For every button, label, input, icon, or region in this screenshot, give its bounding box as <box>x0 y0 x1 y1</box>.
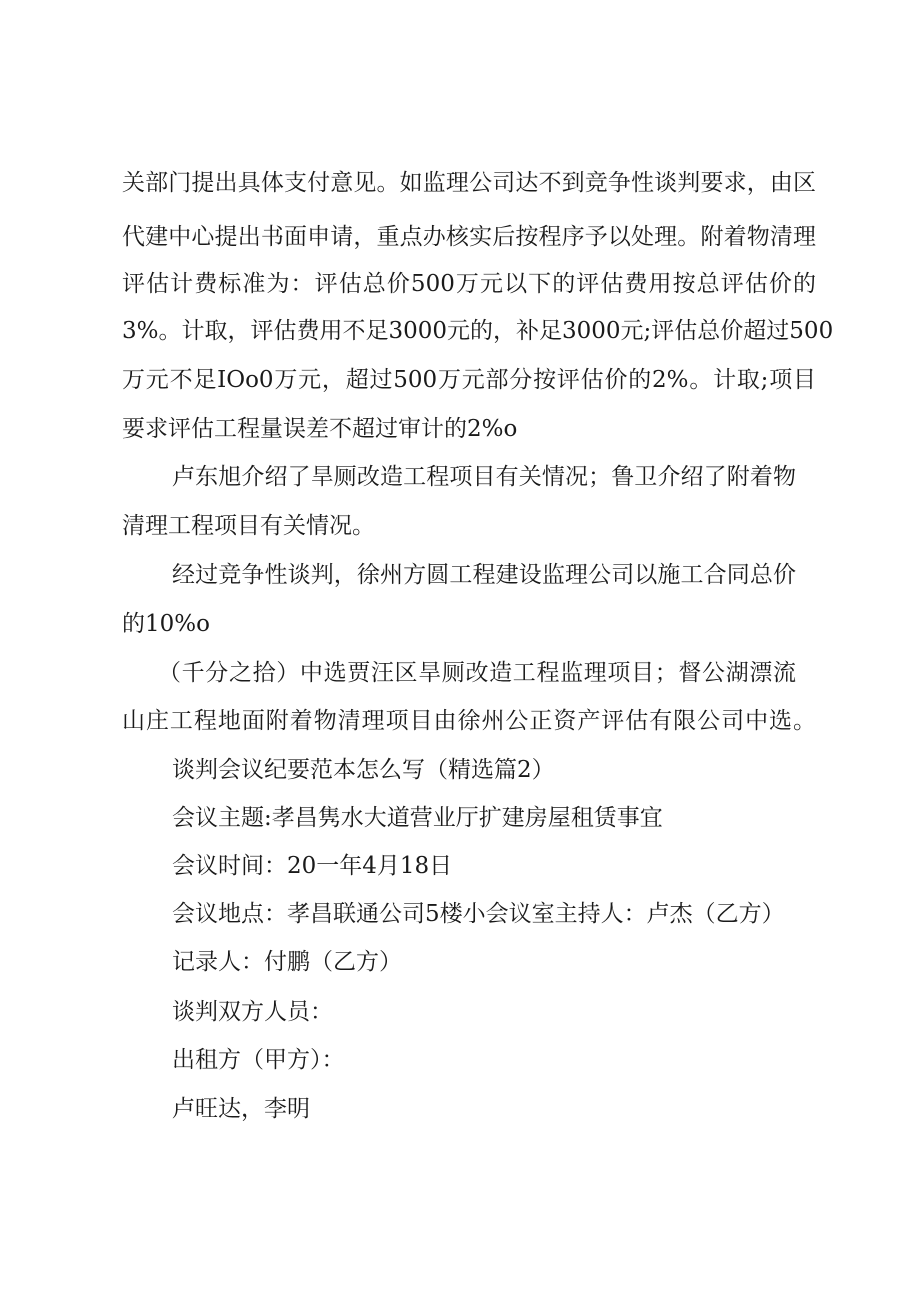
paragraph-line: 万元不足IOo0万元，超过500万元部分按评估价的2%。计取;项目 <box>122 367 816 393</box>
lessor-label: 出租方（甲方）： <box>172 1047 345 1073</box>
meeting-topic: 会议主题:孝昌隽水大道营业厅扩建房屋租赁事宜 <box>172 805 663 831</box>
meeting-place: 会议地点：孝昌联通公司5楼小会议室主持人：卢杰（乙方） <box>172 901 785 927</box>
meeting-time: 会议时间：20一年4月18日 <box>172 853 453 879</box>
paragraph-line: 关部门提出具体支付意见。如监理公司达不到竞争性谈判要求，由区 <box>122 170 816 196</box>
section-heading: 谈判会议纪要范本怎么写（精选篇2） <box>172 757 555 783</box>
paragraph-line: 经过竞争性谈判，徐州方圆工程建设监理公司以施工合同总价 <box>172 562 796 588</box>
paragraph-line: 评估计费标准为：评估总价500万元以下的评估费用按总评估价的 <box>122 271 816 297</box>
paragraph-line: 卢东旭介绍了旱厕改造工程项目有关情况；鲁卫介绍了附着物 <box>172 464 796 490</box>
paragraph-line: 3%。计取，评估费用不足3000元的，补足3000元;评估总价超过500 <box>122 318 834 344</box>
paragraph-line: 代建中心提出书面申请，重点办核实后按程序予以处理。附着物清理 <box>122 224 816 250</box>
paragraph-line: 的10%o <box>122 611 210 637</box>
recorder: 记录人：付鹏（乙方） <box>172 949 402 975</box>
paragraph-line: 山庄工程地面附着物清理项目由徐州公正资产评估有限公司中选。 <box>122 708 816 734</box>
lessor-names: 卢旺达，李明 <box>172 1096 310 1122</box>
paragraph-line: 清理工程项目有关情况。 <box>122 513 375 539</box>
paragraph-line: 要求评估工程量误差不超过审计的2%o <box>122 416 518 442</box>
paragraph-line: （千分之拾）中选贾汪区旱厕改造工程监理项目；督公湖漂流 <box>158 660 796 686</box>
participants-label: 谈判双方人员： <box>172 999 333 1025</box>
